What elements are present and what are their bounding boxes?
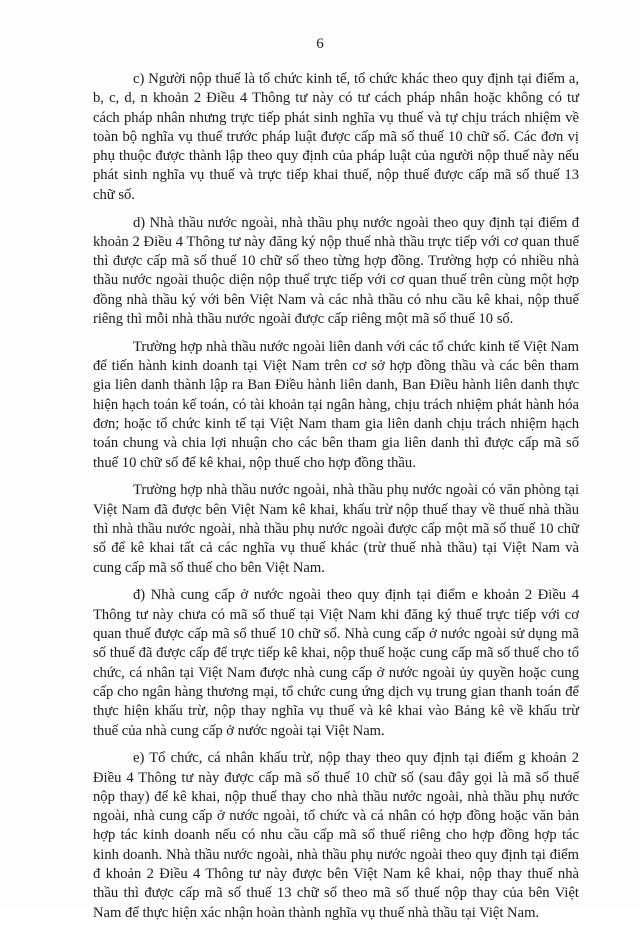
- page-number: 6: [316, 36, 324, 52]
- paragraph-joint-venture: Trường hợp nhà thầu nước ngoài liên danh với các tổ chức kinh tế Việt Nam để tiến hành kinh doanh tại Việt Nam trên cơ sở hợp đồng thầu và các bên tham gia liên danh thành lập ra Ban Điều hành liên danh, Ban Điều hành liên danh thực hiện hạch toán kế toán, có tài khoản tại ngân hàng, chịu trách nhiệm phát hành hóa đơn; hoặc tổ chức kinh tế tại Việt Nam tham gia liên danh chịu trách nhiệm hạch toán chung và chia lợi nhuận cho các bên tham gia liên danh thì được cấp mã số thuế 10 chữ số để kê khai, nộp thuế cho hợp đồng thầu.: [93, 338, 579, 471]
- paragraph-representative-office: Trường hợp nhà thầu nước ngoài, nhà thầu phụ nước ngoài có văn phòng tại Việt Nam đã được bên Việt Nam kê khai, khấu trừ nộp thuế thay về thuế nhà thầu thì nhà thầu nước ngoài, nhà thầu phụ nước ngoài được cấp một mã số thuế 10 chữ số để kê khai tất cả các nghĩa vụ thuế khác (trừ thuế nhà thầu) tại Việt Nam và cung cấp mã số thuế cho bên Việt Nam.: [93, 482, 579, 576]
- paragraph-dd: đ) Nhà cung cấp ở nước ngoài theo quy định tại điểm e khoản 2 Điều 4 Thông tư này chưa có mã số thuế tại Việt Nam khi đăng ký thuế trực tiếp với cơ quan thuế được cấp mã số thuế 10 chữ số. Nhà cung cấp ở nước ngoài sử dụng mã số thuế đã được cấp để trực tiếp kê khai, nộp thuế hoặc cung cấp mã số thuế cho tổ chức, cá nhân tại Việt Nam được nhà cung cấp ở nước ngoài ủy quyền hoặc cung cấp cho ngân hàng thương mại, tổ chức cung ứng dịch vụ trung gian thanh toán để thực hiện khấu trừ, nộp thay nghĩa vụ thuế và kê khai vào Bảng kê về khấu trừ thuế của nhà cung cấp ở nước ngoài tại Việt Nam.: [93, 587, 579, 739]
- paragraph-c: c) Người nộp thuế là tổ chức kinh tế, tổ chức khác theo quy định tại điểm a, b, c, d, n khoản 2 Điều 4 Thông tư này có tư cách pháp nhân hoặc không có tư cách pháp nhân nhưng trực tiếp phát sinh nghĩa vụ thuế và tự chịu trách nhiệm về toàn bộ nghĩa vụ thuế trước pháp luật được cấp mã số thuế 10 chữ số. Các đơn vị phụ thuộc được thành lập theo quy định của pháp luật của người nộp thuế này nếu phát sinh nghĩa vụ thuế và trực tiếp khai thuế, nộp thuế được cấp mã số thuế 13 chữ số.: [93, 71, 579, 203]
- paragraph-d: d) Nhà thầu nước ngoài, nhà thầu phụ nước ngoài theo quy định tại điểm đ khoản 2 Điều 4 Thông tư này đăng ký nộp thuế nhà thầu trực tiếp với cơ quan thuế thì được cấp mã số thuế 10 chữ số theo từng hợp đồng. Trường hợp có nhiều nhà thầu nước ngoài thuộc diện nộp thuế trực tiếp với cơ quan thuế trên cùng một hợp đồng nhà thầu ký với bên Việt Nam và các nhà thầu có nhu cầu kê khai, nộp thuế riêng thì mỗi nhà thầu nước ngoài được cấp riêng một mã số thuế 10 số.: [93, 214, 579, 328]
- paragraph-e: e) Tổ chức, cá nhân khấu trừ, nộp thay theo quy định tại điểm g khoản 2 Điều 4 Thông tư này được cấp mã số thuế 10 chữ số (sau đây gọi là mã số thuế nộp thay) để kê khai, nộp thuế thay cho nhà thầu nước ngoài, nhà thầu phụ nước ngoài, nhà cung cấp ở nước ngoài, tổ chức và cá nhân có hợp đồng hoặc văn bản hợp tác kinh doanh nếu có nhu cầu cấp mã số thuế riêng cho hợp đồng hợp tác kinh doanh. Nhà thầu nước ngoài, nhà thầu phụ nước ngoài theo quy định tại điểm đ khoản 2 Điều 4 Thông tư này được bên Việt Nam kê khai, nộp thay thuế nhà thầu thì được cấp mã số thuế 13 chữ số theo mã số thuế nộp thay của bên Việt Nam để thực hiện xác nhận hoàn thành nghĩa vụ thuế nhà thầu tại Việt Nam.: [93, 750, 579, 921]
- document-body: [93, 70, 579, 931]
